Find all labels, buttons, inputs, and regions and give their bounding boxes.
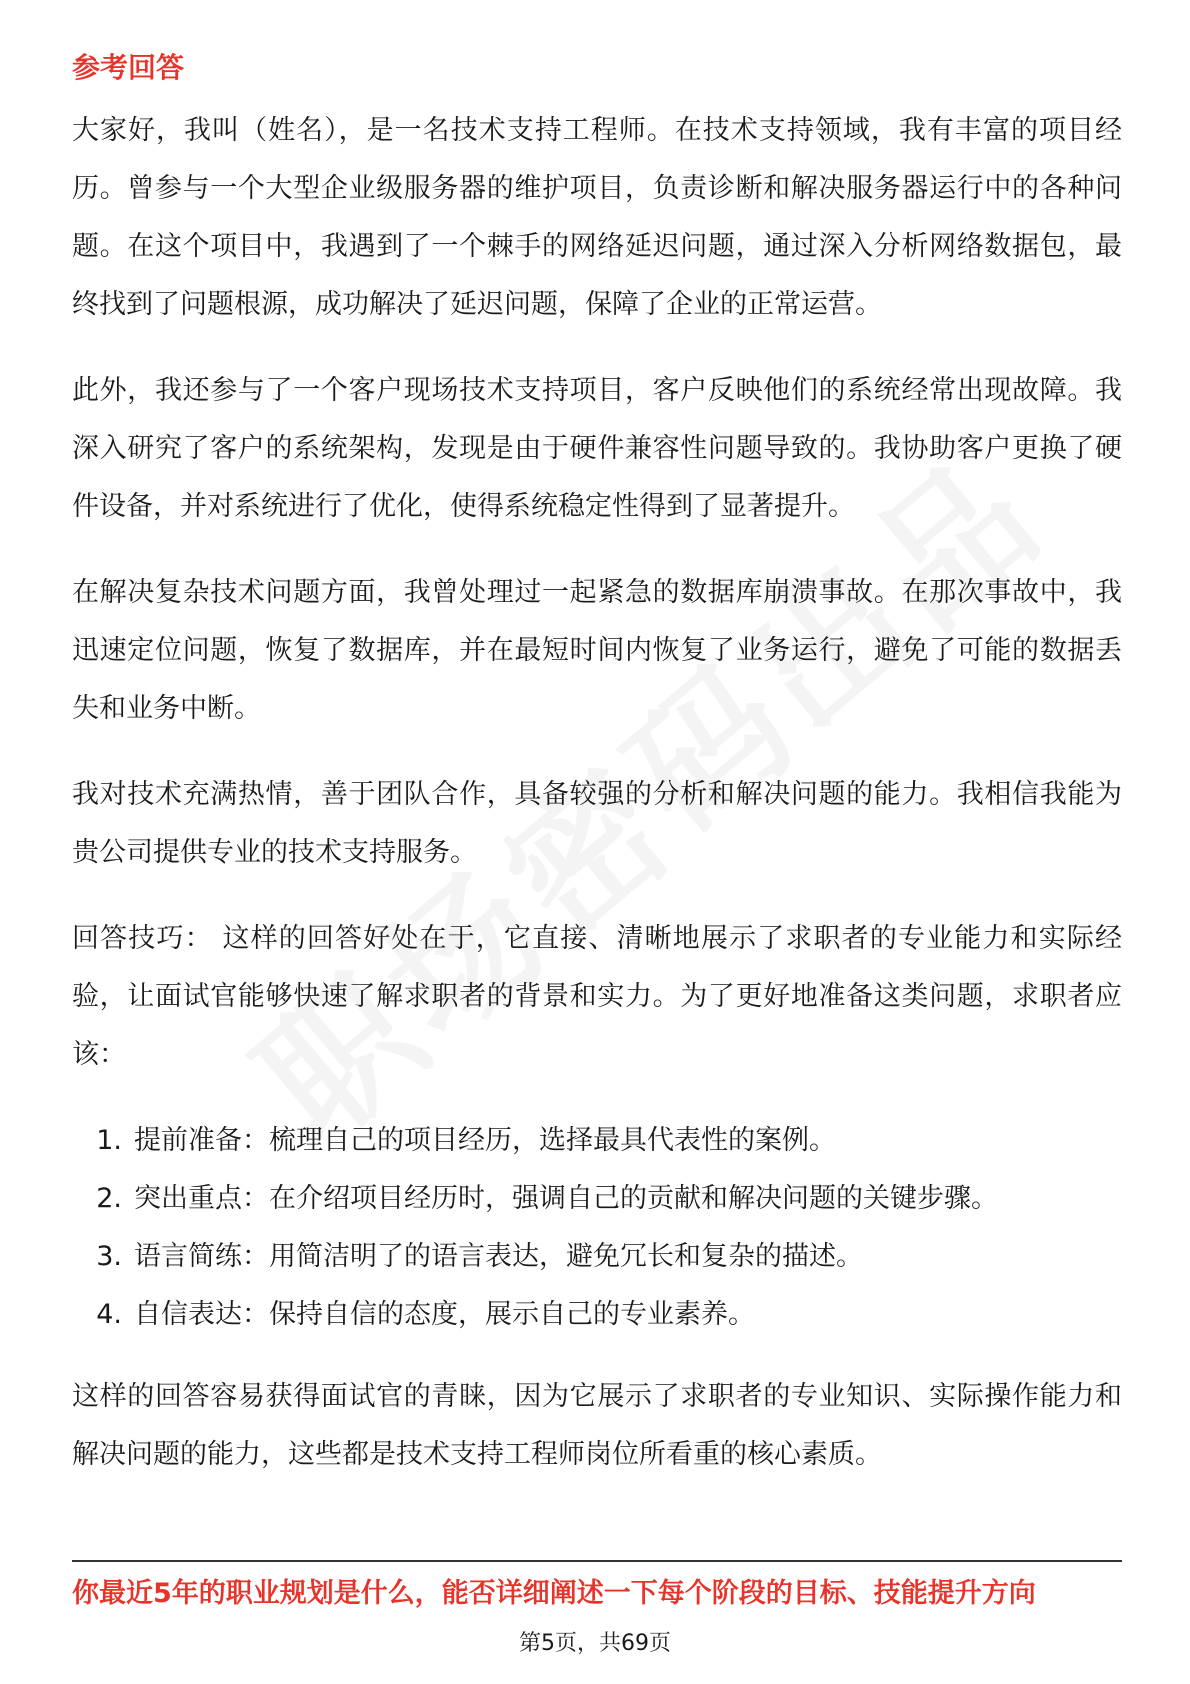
answer-paragraph-3: 在解决复杂技术问题方面，我曾处理过一起紧急的数据库崩溃事故。在那次事故中，我迅速定位问题，恢复了数据库，并在最短时间内恢复了业务运行，避免了可能的数据丢失和业务中断。 <box>72 577 1122 724</box>
list-number: 3. <box>96 1241 122 1272</box>
list-item <box>72 1170 1122 1228</box>
answer-tips-intro: 回答技巧： 这样的回答好处在于，它直接、清晰地展示了求职者的专业能力和实际经验，让面试官能够快速了解求职者的背景和实力。为了更好地准备这类问题，求职者应该： <box>72 923 1122 1070</box>
list-number: 4. <box>96 1299 122 1330</box>
list-number: 1. <box>96 1125 122 1156</box>
list-item <box>72 1228 1122 1286</box>
list-text: 提前准备：梳理自己的项目经历，选择最具代表性的案例。 <box>134 1125 836 1156</box>
answer-paragraph-2: 此外，我还参与了一个客户现场技术支持项目，客户反映他们的系统经常出现故障。我深入研究了客户的系统架构，发现是由于硬件兼容性问题导致的。我协助客户更换了硬件设备，并对系统进行了优化，使得系统稳定性得到了显著提升。 <box>72 375 1122 522</box>
answer-conclusion: 这样的回答容易获得面试官的青睐，因为它展示了求职者的专业知识、实际操作能力和解决问题的能力，这些都是技术支持工程师岗位所看重的核心素质。 <box>72 1381 1122 1470</box>
list-text: 突出重点：在介绍项目经历时，强调自己的贡献和解决问题的关键步骤。 <box>134 1183 998 1214</box>
answer-paragraph-1: 大家好，我叫（姓名），是一名技术支持工程师。在技术支持领域，我有丰富的项目经历。曾参与一个大型企业级服务器的维护项目，负责诊断和解决服务器运行中的各种问题。在这个项目中，我遇到了一个棘手的网络延迟问题，通过深入分析网络数据包，最终找到了问题根源，成功解决了延迟问题，保障了企业的正常运营。 <box>72 115 1122 320</box>
list-item <box>72 1112 1122 1170</box>
list-text: 语言简练：用简洁明了的语言表达，避免冗长和复杂的描述。 <box>134 1241 863 1272</box>
divider <box>72 1560 1122 1562</box>
answer-paragraph-4: 我对技术充满热情，善于团队合作，具备较强的分析和解决问题的能力。我相信我能为贵公司提供专业的技术支持服务。 <box>72 779 1122 868</box>
section-label: 参考回答 <box>72 51 185 84</box>
next-question-heading: 你最近5年的职业规划是什么，能否详细阐述一下每个阶段的目标、技能提升方向 <box>72 1578 1036 1609</box>
list-number: 2. <box>96 1183 122 1214</box>
list-item <box>72 1286 1122 1344</box>
page-content <box>72 48 1122 1512</box>
list-text: 自信表达：保持自信的态度，展示自己的专业素养。 <box>134 1299 755 1330</box>
page-number: 第5页，共69页 <box>519 1631 671 1656</box>
tips-list <box>72 1112 1122 1344</box>
